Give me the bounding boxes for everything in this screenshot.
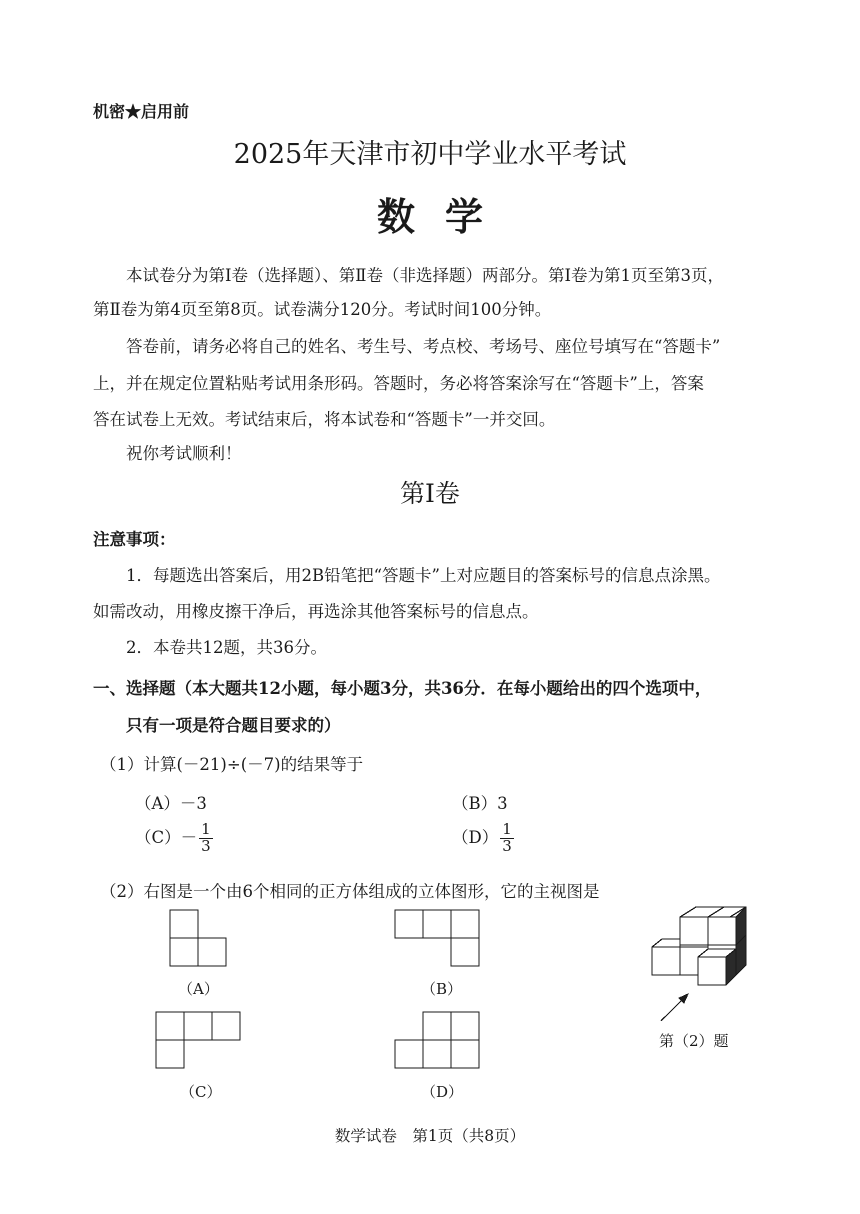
option-label: （D） — [452, 827, 499, 847]
q2-figure-b — [394, 909, 482, 969]
square — [423, 1012, 451, 1040]
square — [170, 938, 198, 966]
option-value: 3 — [497, 794, 508, 813]
q2-label-b: （B） — [421, 980, 463, 998]
cube-front-face — [698, 957, 726, 985]
q1-option-d — [452, 822, 514, 855]
q2-figure-c — [155, 1011, 243, 1071]
note-line: 1．每题选出答案后，用2B铅笔把“答题卡”上对应题目的答案标号的信息点涂黑。 — [126, 566, 721, 585]
page-footer: 数学试卷 第1页（共8页） — [334, 1127, 526, 1145]
fraction — [199, 822, 213, 855]
q1-option-b — [452, 790, 508, 814]
part-heading: 只有一项是符合题目要求的） — [126, 716, 341, 735]
fraction-numerator: 1 — [502, 820, 512, 838]
fraction-denominator: 3 — [201, 836, 211, 855]
square — [451, 938, 479, 966]
question-1-stem: （1）计算(－21)÷(－7)的结果等于 — [100, 755, 364, 774]
fraction-numerator: 1 — [201, 820, 211, 838]
cube-top-face — [652, 939, 680, 947]
square — [156, 1012, 184, 1040]
q2-label-d: （D） — [421, 1083, 464, 1101]
section-title: 第Ⅰ卷 — [400, 479, 460, 508]
square — [198, 938, 226, 966]
q1-option-a — [135, 790, 207, 814]
square — [423, 910, 451, 938]
cube-front-face — [708, 917, 736, 945]
intro-line: 答在试卷上无效。考试结束后，将本试卷和“答题卡”一并交回。 — [93, 410, 556, 429]
intro-line: 第Ⅱ卷为第4页至第8页。试卷满分120分。考试时间100分钟。 — [93, 300, 552, 319]
note-line: 2．本卷共12题，共36分。 — [126, 638, 327, 657]
notes-heading: 注意事项： — [93, 530, 176, 549]
confidential-mark: 机密★启用前 — [93, 102, 190, 121]
option-value: －3 — [179, 794, 207, 813]
q1-option-c — [135, 822, 213, 855]
option-label: （B） — [452, 794, 498, 813]
square — [395, 910, 423, 938]
q2-figure-a — [169, 909, 229, 969]
square — [170, 910, 198, 938]
subject-title: 数学 — [376, 194, 513, 239]
fraction — [500, 822, 514, 855]
option-sign: － — [180, 827, 198, 847]
square — [423, 1040, 451, 1068]
square — [451, 1040, 479, 1068]
q2-label-a: （A） — [178, 980, 219, 998]
q2-figure-d — [394, 1011, 482, 1071]
square — [184, 1012, 212, 1040]
intro-line: 答卷前，请务必将自己的姓名、考生号、考点校、考场号、座位号填写在“答题卡” — [126, 337, 721, 356]
q2-solid-figure — [645, 905, 755, 1035]
square — [395, 1040, 423, 1068]
exam-title: 2025年天津市初中学业水平考试 — [233, 139, 627, 170]
intro-line: 本试卷分为第Ⅰ卷（选择题）、第Ⅱ卷（非选择题）两部分。第Ⅰ卷为第1页至第3页， — [126, 266, 724, 285]
q2-figure-caption: 第（2）题 — [659, 1032, 729, 1050]
question-2-stem: （2）右图是一个由6个相同的正方体组成的立体图形，它的主视图是 — [100, 882, 600, 901]
part-heading: 一、选择题（本大题共12小题，每小题3分，共36分．在每小题给出的四个选项中， — [93, 679, 712, 698]
square — [212, 1012, 240, 1040]
cube-front-face — [680, 917, 708, 945]
option-label: （C） — [135, 827, 181, 847]
intro-line: 上，并在规定位置粘贴考试用条形码。答题时，务必将答案涂写在“答题卡”上，答案 — [93, 374, 704, 393]
q2-label-c: （C） — [180, 1083, 222, 1101]
cube-front-face — [652, 947, 680, 975]
square — [451, 910, 479, 938]
square — [156, 1040, 184, 1068]
fraction-denominator: 3 — [502, 836, 512, 855]
intro-line: 祝你考试顺利！ — [126, 444, 242, 463]
square — [451, 1012, 479, 1040]
option-label: （A） — [135, 794, 180, 813]
note-line: 如需改动，用橡皮擦干净后，再选涂其他答案标号的信息点。 — [93, 602, 539, 621]
